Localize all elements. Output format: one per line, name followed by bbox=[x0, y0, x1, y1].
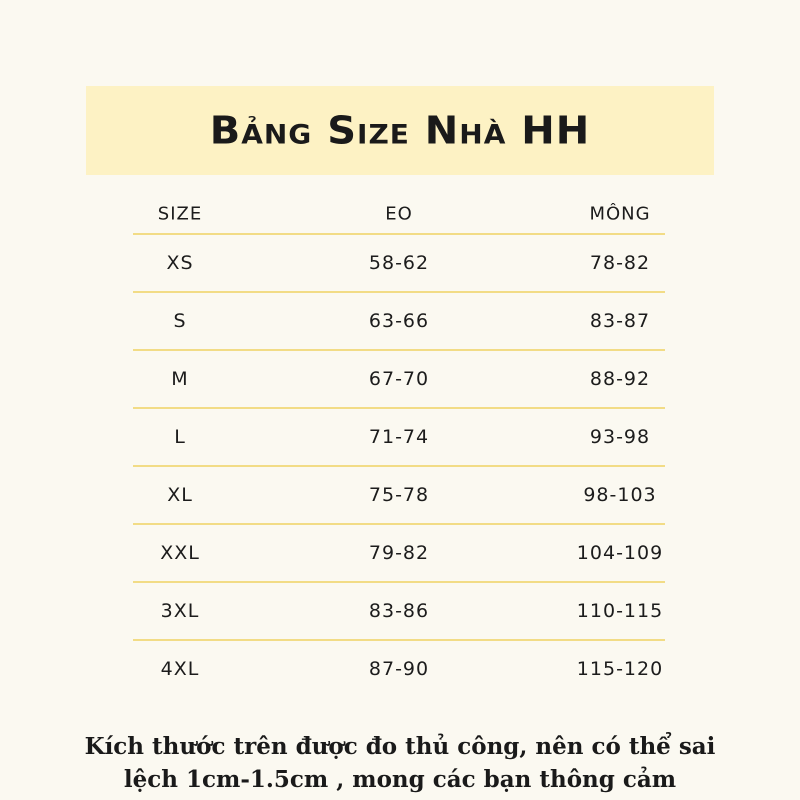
waist-cell: 58-62 bbox=[368, 252, 430, 274]
table-row bbox=[133, 409, 665, 467]
table-row bbox=[133, 351, 665, 409]
size-cell: M bbox=[171, 368, 189, 390]
waist-cell: 63-66 bbox=[368, 310, 430, 332]
page-title: Bảng Size Nhà HH bbox=[209, 108, 591, 153]
table-header-row bbox=[133, 195, 665, 235]
header-waist: EO bbox=[385, 203, 413, 225]
waist-cell: 83-86 bbox=[368, 600, 430, 622]
hip-cell: 110-115 bbox=[576, 600, 664, 622]
size-cell: XS bbox=[166, 252, 194, 274]
measurement-note bbox=[0, 730, 800, 796]
waist-cell: 75-78 bbox=[368, 484, 430, 506]
waist-cell: 67-70 bbox=[368, 368, 430, 390]
hip-cell: 88-92 bbox=[589, 368, 651, 390]
table-row bbox=[133, 235, 665, 293]
hip-cell: 83-87 bbox=[589, 310, 651, 332]
title-banner bbox=[86, 86, 714, 175]
table-row bbox=[133, 467, 665, 525]
size-table bbox=[133, 195, 665, 697]
hip-cell: 93-98 bbox=[589, 426, 651, 448]
header-size: SIZE bbox=[157, 203, 203, 225]
size-cell: XL bbox=[167, 484, 193, 506]
size-cell: S bbox=[173, 310, 187, 332]
table-row bbox=[133, 525, 665, 583]
note-line-1: Kích thước trên được đo thủ công, nên có thể sai bbox=[84, 733, 716, 760]
size-cell: 3XL bbox=[160, 600, 200, 622]
waist-cell: 79-82 bbox=[368, 542, 430, 564]
header-hip: MÔNG bbox=[589, 203, 651, 225]
waist-cell: 71-74 bbox=[368, 426, 430, 448]
table-row bbox=[133, 641, 665, 697]
hip-cell: 98-103 bbox=[583, 484, 657, 506]
size-cell: XXL bbox=[160, 542, 200, 564]
hip-cell: 115-120 bbox=[576, 658, 664, 680]
size-cell: L bbox=[174, 426, 186, 448]
hip-cell: 78-82 bbox=[589, 252, 651, 274]
hip-cell: 104-109 bbox=[576, 542, 664, 564]
note-line-2: lệch 1cm-1.5cm , mong các bạn thông cảm bbox=[123, 766, 677, 793]
table-row bbox=[133, 293, 665, 351]
waist-cell: 87-90 bbox=[368, 658, 430, 680]
table-row bbox=[133, 583, 665, 641]
size-cell: 4XL bbox=[160, 658, 200, 680]
